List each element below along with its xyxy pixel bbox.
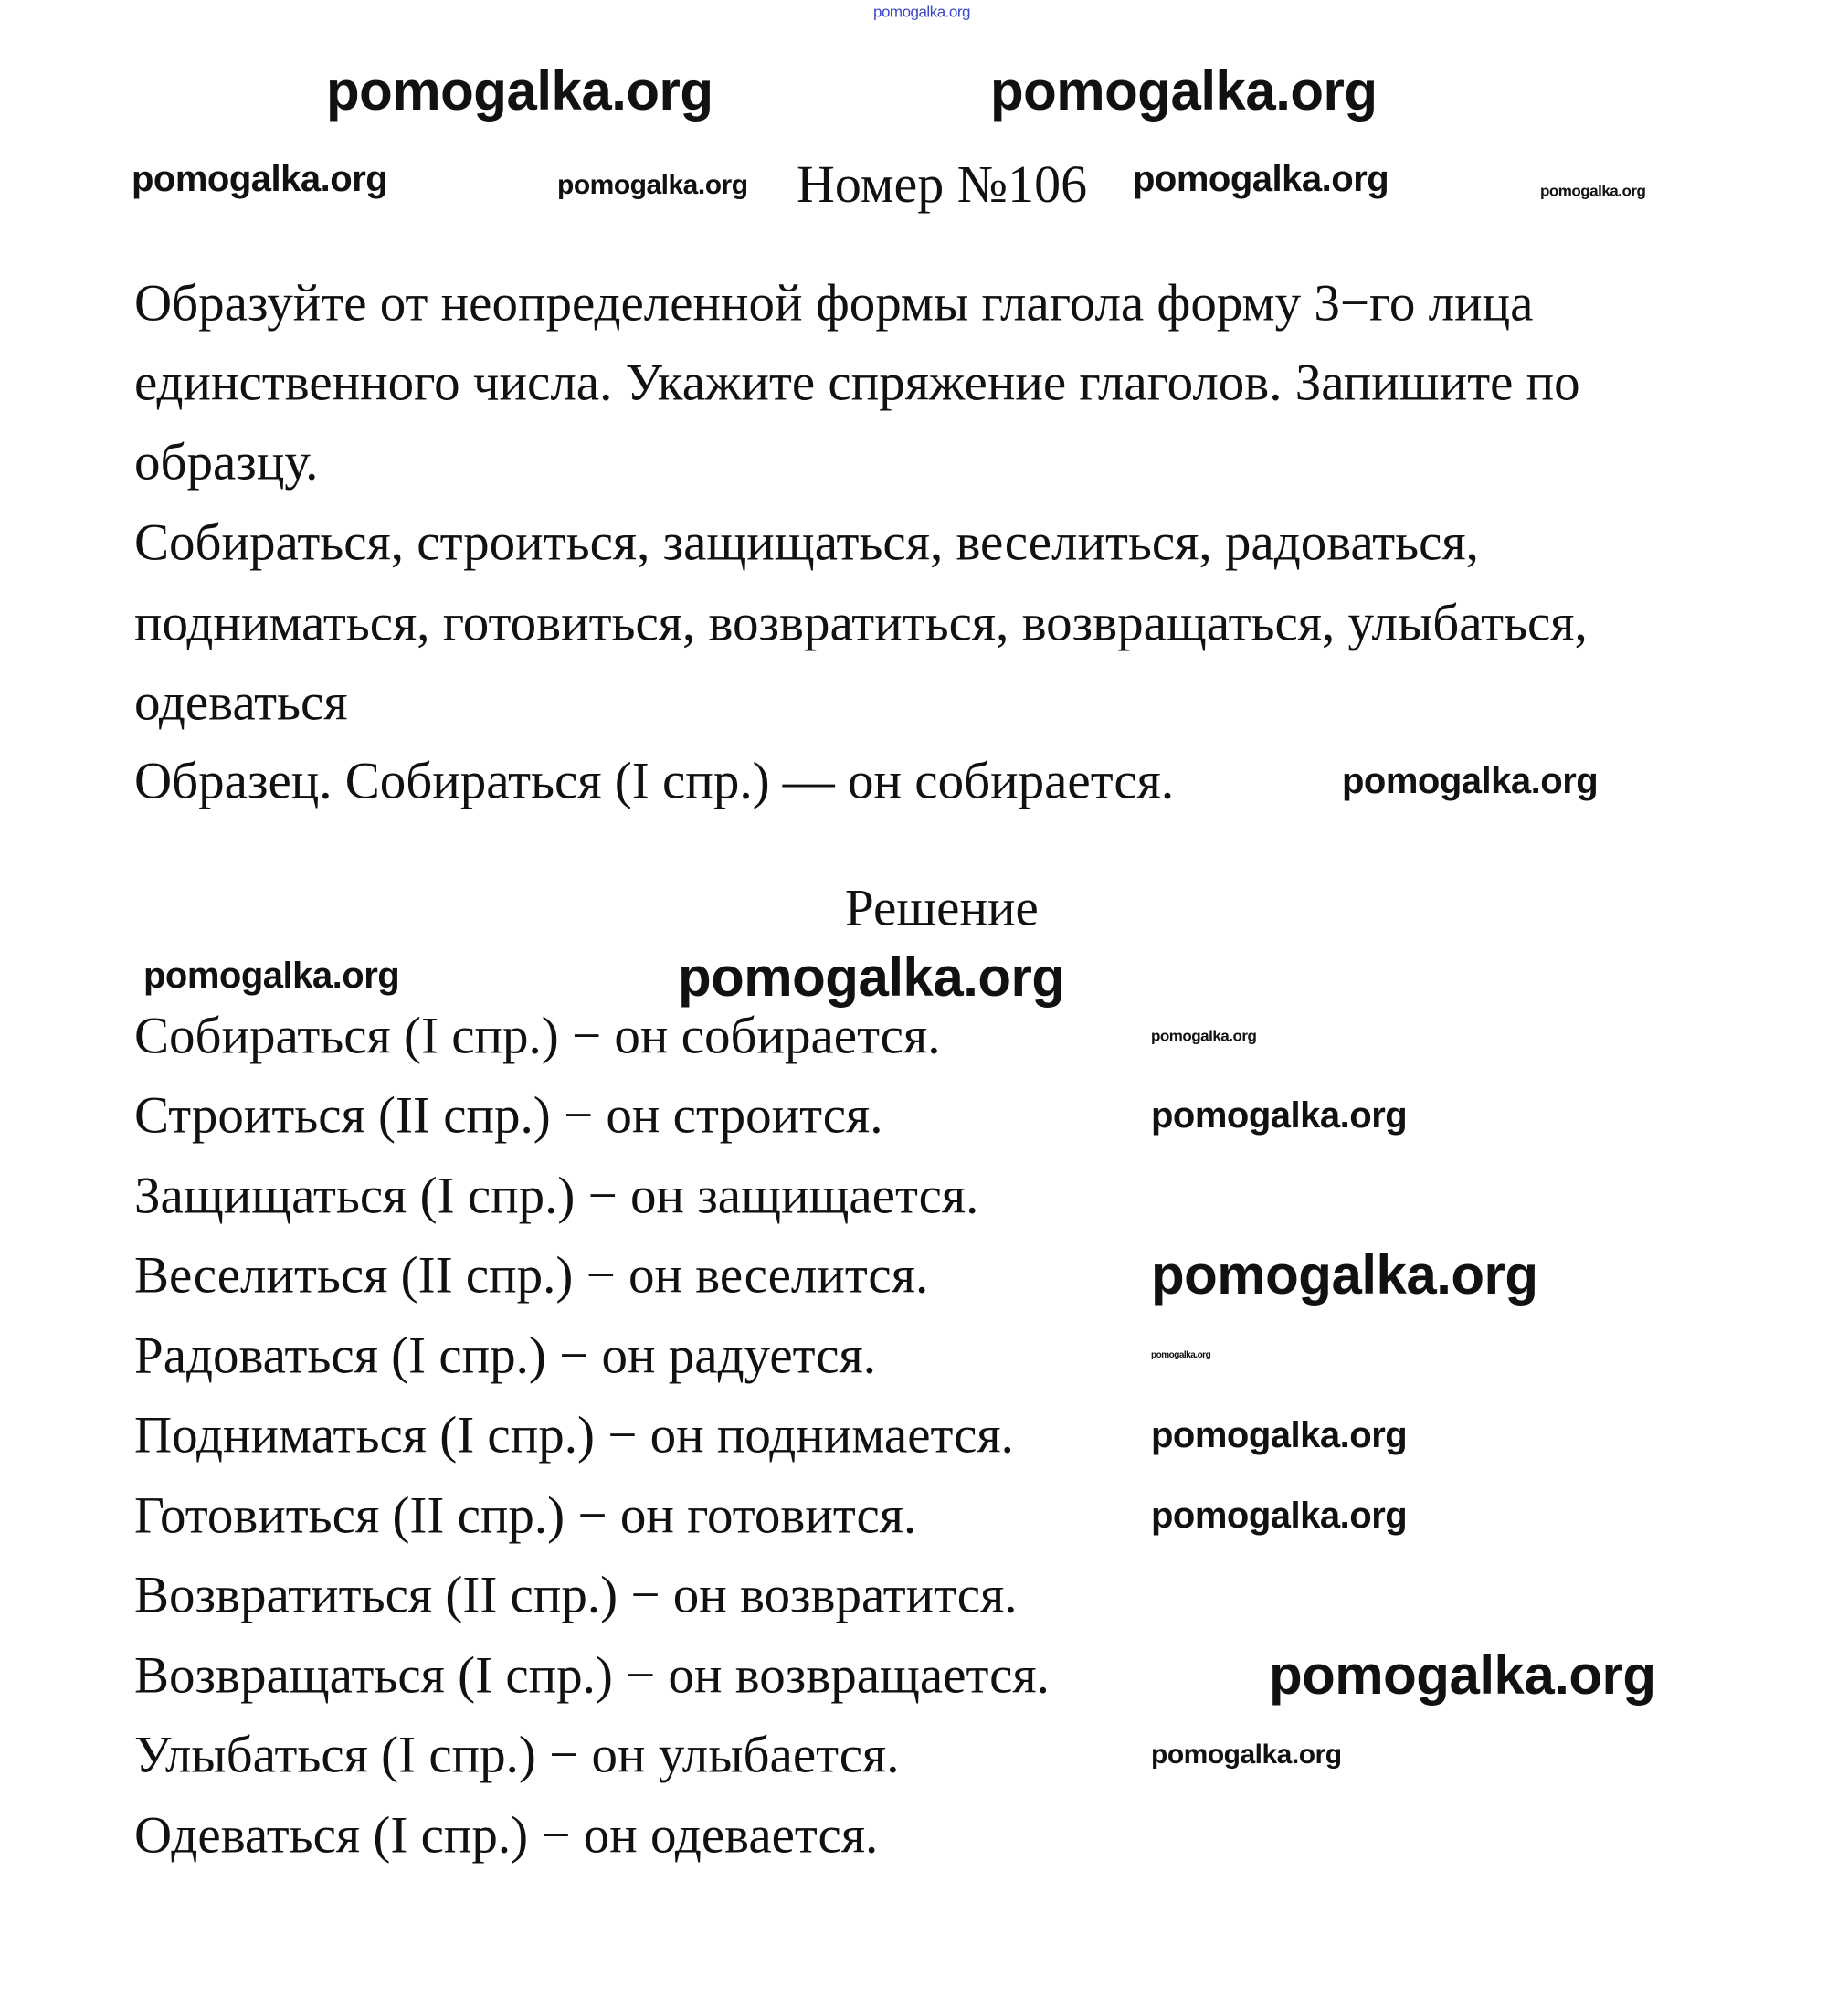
task-line: Образец. Собираться (I спр.) — он собирается. — [134, 752, 1175, 810]
watermark: pomogalka.org — [1151, 1415, 1408, 1455]
task-line: образцу. — [134, 433, 319, 492]
watermark: pomogalka.org — [1342, 761, 1599, 801]
watermark: pomogalka.org — [1269, 1644, 1656, 1706]
watermark: pomogalka.org — [1151, 1496, 1408, 1536]
solution-line: Возвращаться (I спр.) − он возвращается. — [134, 1646, 1050, 1705]
watermark: pomogalka.org — [1151, 1095, 1408, 1136]
watermark: pomogalka.org — [143, 956, 400, 996]
watermark: pomogalka.org — [1151, 1027, 1257, 1045]
solution-line: Готовиться (II спр.) − он готовится. — [134, 1486, 917, 1545]
solution-line: Подниматься (I спр.) − он поднимается. — [134, 1406, 1014, 1464]
solution-heading: Решение — [845, 879, 1039, 937]
page-title: Номер №106 — [797, 154, 1088, 214]
task-line: Образуйте от неопределенной формы глагола форму 3−го лица — [134, 274, 1534, 333]
watermark: pomogalka.org — [326, 60, 713, 122]
watermark: pomogalka.org — [1540, 182, 1646, 200]
task-line: подниматься, готовиться, возвратиться, возвращаться, улыбаться, — [134, 594, 1588, 652]
task-line: единственного числа. Укажите спряжение глаголов. Запишите по — [134, 354, 1580, 412]
solution-line: Возвратиться (II спр.) − он возвратится. — [134, 1566, 1018, 1624]
solution-line: Веселиться (II спр.) − он веселится. — [134, 1246, 929, 1305]
solution-line: Строиться (II спр.) − он строится. — [134, 1086, 883, 1145]
watermark: pomogalka.org — [1133, 159, 1389, 199]
watermark: pomogalka.org — [678, 946, 1065, 1008]
top-watermark: pomogalka.org — [873, 3, 970, 21]
solution-line: Радоваться (I спр.) − он радуется. — [134, 1327, 877, 1385]
solution-line: Защищаться (I спр.) − он защищается. — [134, 1167, 979, 1225]
watermark: pomogalka.org — [990, 60, 1378, 122]
solution-line: Одеваться (I спр.) − он одевается. — [134, 1806, 879, 1865]
task-line: Собираться, строиться, защищаться, веселиться, радоваться, — [134, 513, 1479, 572]
watermark: pomogalka.org — [1151, 1350, 1211, 1360]
solution-line: Улыбаться (I спр.) − он улыбается. — [134, 1726, 900, 1784]
watermark: pomogalka.org — [1151, 1739, 1342, 1770]
watermark: pomogalka.org — [132, 159, 388, 199]
solution-line: Собираться (I спр.) − он собирается. — [134, 1007, 941, 1065]
watermark: pomogalka.org — [1151, 1244, 1538, 1306]
task-line: одеваться — [134, 673, 348, 732]
watermark: pomogalka.org — [557, 170, 748, 200]
